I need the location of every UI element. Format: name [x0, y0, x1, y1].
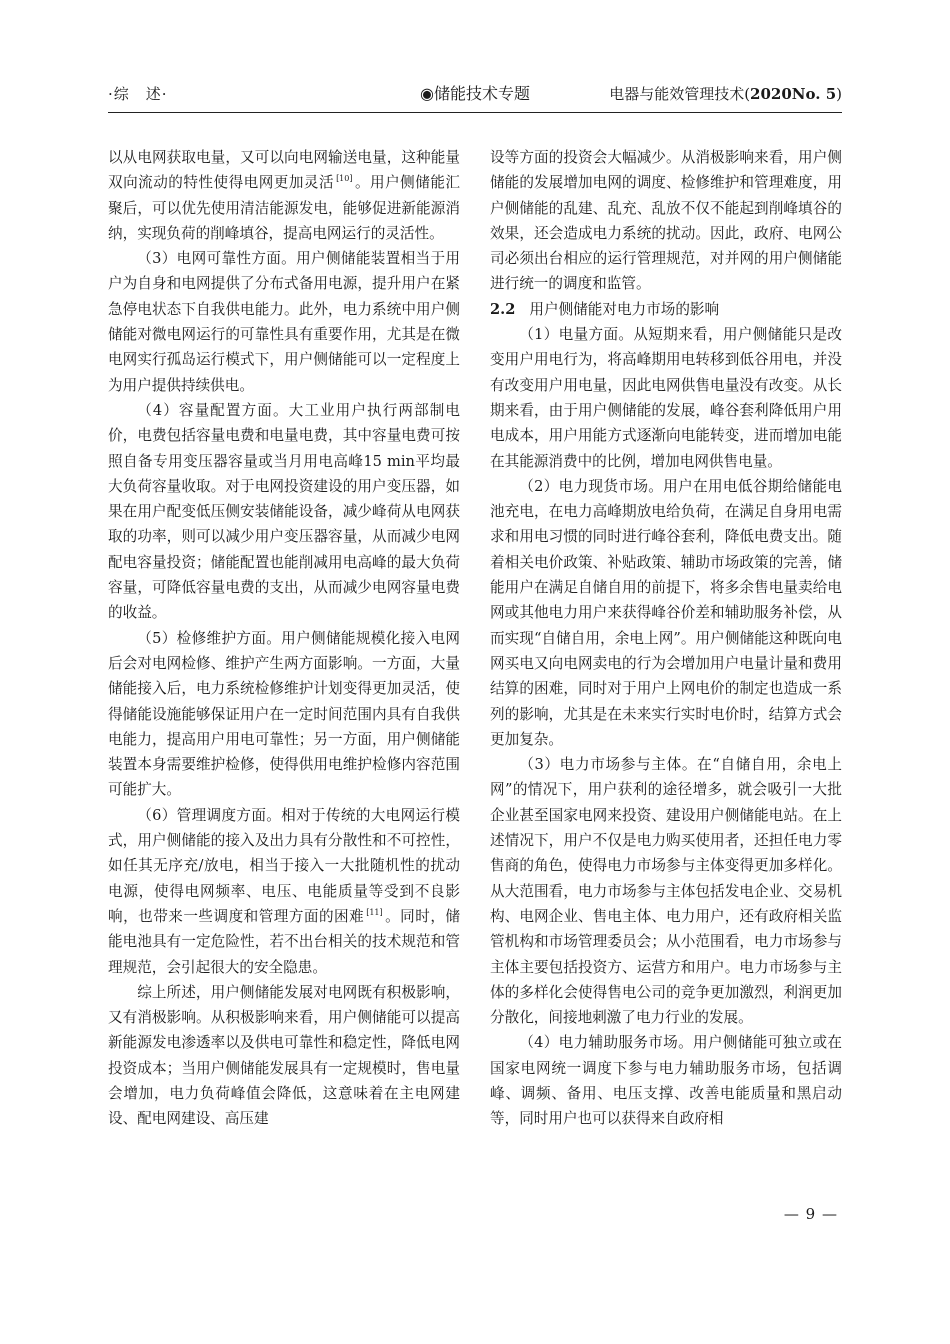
journal-label: 电器与能效管理技术(2020No. 5)	[609, 85, 842, 103]
section-heading	[490, 297, 842, 322]
header-rule	[108, 112, 842, 113]
citation: [10]	[336, 174, 353, 184]
paragraph: （3）电力市场参与主体。在“自储自用，余电上网”的情况下，用户获利的途径增多，就会吸引一大批企业甚至国家电网来投资、建设用户侧储能电站。在上述情况下，用户不仅是电力购买使用者，还担任电力零售商的角色，使得电力市场参与主体变得更加多样化。从大范围看，电力市场参与主体包括发电企业、交易机构、电网企业、售电主体、电力用户，还有政府相关监管机构和市场管理委员会；从小范围看，电力市场参与主体主要包括投资方、运营方和用户。电力市场参与主体的多样化会使得售电公司的竞争更加激烈，利润更加分散化，间接地刺激了电力行业的发展。	[490, 756, 842, 1027]
paragraph: （4）电力辅助服务市场。用户侧储能可独立或在国家电网统一调度下参与电力辅助服务市场，包括调峰、调频、备用、电压支撑、改善电能质量和黑启动等，同时用户也可以获得来自政府相	[490, 1034, 842, 1128]
page-number: — 9 —	[783, 1205, 838, 1223]
topic-label: ◉储能技术专题	[420, 84, 530, 103]
paragraph: （3）电网可靠性方面。用户侧储能装置相当于用户为自身和电网提供了分布式备用电源，提升用户在紧急停电状态下自我供电能力。此外，电力系统中用户侧储能对微电网运行的可靠性具有重要作用，尤其是在微电网实行孤岛运行模式下，用户侧储能可以一定程度上为用户提供持续供电。	[108, 250, 460, 394]
paragraph: （5）检修维护方面。用户侧储能规模化接入电网后会对电网检修、维护产生两方面影响。一方面，大量储能接入后，电力系统检修维护计划变得更加灵活，使得储能设施能够保证用户在一定时间范围内具有自我供电能力，提高用户用电可靠性；另一方面，用户侧储能装置本身需要维护检修，使得供用电维护检修内容范围可能扩大。	[108, 629, 460, 799]
left-column	[108, 145, 460, 1132]
paragraph: 综上所述，用户侧储能发展对电网既有积极影响，又有消极影响。从积极影响来看，用户侧储能可以提高新能源发电渗透率以及供电可靠性和稳定性，降低电网投资成本；当用户侧储能发展具有一定规模时，售电量会增加，电力负荷峰值会降低，这意味着在主电网建设、配电网建设、高压建	[108, 983, 460, 1128]
paragraph: （1）电量方面。从短期来看，用户侧储能只是改变用户用电行为，将高峰期用电转移到低谷用电，并没有改变用户用电量，因此电网供售电量没有改变。从长期来看，由于用户侧储能的发展，峰谷套利降低用户用电成本，用户用能方式逐渐向电能转变，进而增加电能在其能源消费中的比例，增加电网供售电量。	[490, 326, 842, 470]
paragraph: （6）管理调度方面。相对于传统的大电网运行模式，用户侧储能的接入及出力具有分散性和不可控性，如任其无序充/放电，相当于接入一大批随机性的扰动电源，使得电网频率、电压、电能质量等受到不良影响，也带来一些调度和管理方面的困难 [11] 。同时，储能电池具有一定危险性，若不出台相关的技术规范和管理规范，会引起很大的安全隐患。	[108, 806, 460, 976]
section-number: 2.2	[490, 300, 516, 318]
right-column	[490, 145, 842, 1132]
paragraph: （2）电力现货市场。用户在用电低谷期给储能电池充电，在电力高峰期放电给负荷，在满足自身用电需求和用电习惯的同时进行峰谷套利，降低电费支出。随着相关电价政策、补贴政策、辅助市场政策的完善，储能用户在满足自储自用的前提下，将多余售电量卖给电网或其他电力用户来获得峰谷价差和辅助服务补偿，从而实现“自储自用，余电上网”。用户侧储能这种既向电网买电又向电网卖电的行为会增加用户电量计量和费用结算的困难，同时对于用户上网电价的制定也造成一系列的影响，尤其是在未来实行实时电价时，结算方式会更加复杂。	[490, 477, 842, 748]
section-title: 用户侧储能对电力市场的影响	[529, 300, 720, 318]
running-header	[108, 82, 842, 106]
issue-number: 2020No. 5	[750, 85, 837, 103]
paragraph: 以从电网获取电量，又可以向电网输送电量，这种能量双向流动的特性使得电网更加灵活 [10] 。用户侧储能汇聚后，可以优先使用清洁能源发电，能够促进新能源消纳，实现负荷的削峰填谷，提高电网运行的灵活性。	[108, 149, 460, 242]
paragraph: （4）容量配置方面。大工业用户执行两部制电价，电费包括容量电费和电量电费，其中容量电费可按照自备专用变压器容量或当月用电高峰15 min平均最大负荷容量收取。对于电网投资建设的用户变压器，如果在用户配变低压侧安装储能设备，减少峰荷从电网获取的功率，则可以减少用户变压器容量，从而减少电网配电容量投资；储能配置也能削减用电高峰的最大负荷容量，可降低容量电费的支出，从而减少电网容量电费的收益。	[108, 401, 460, 622]
section-label: ·综 述·	[108, 85, 168, 103]
paragraph: 设等方面的投资会大幅减少。从消极影响来看，用户侧储能的发展增加电网的调度、检修维护和管理难度，用户侧储能的乱建、乱充、乱放不仅不能起到削峰填谷的效果，还会造成电力系统的扰动。因此，政府、电网公司必须出台相应的运行管理规范，对并网的用户侧储能进行统一的调度和监管。	[490, 149, 842, 293]
citation: [11]	[366, 908, 383, 918]
